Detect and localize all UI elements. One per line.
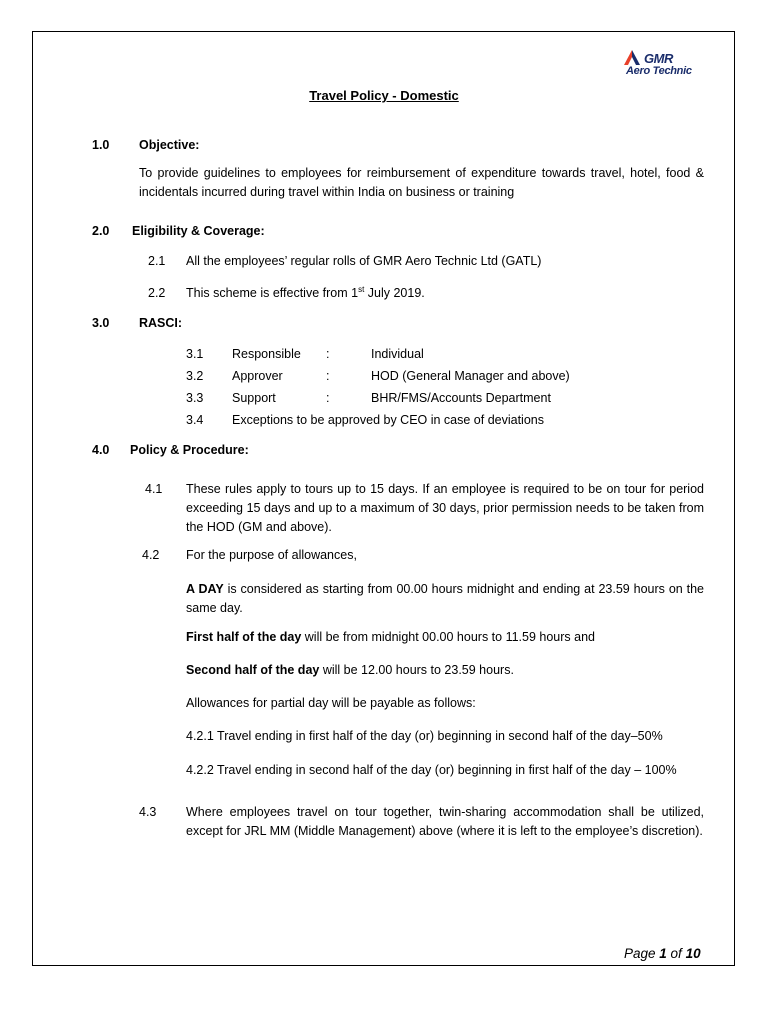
section-2-heading: Eligibility & Coverage: [132, 224, 265, 238]
rasci-row-sep: : [326, 369, 330, 383]
rasci-row-sep: : [326, 347, 330, 361]
item-4-1-number: 4.1 [145, 482, 163, 496]
rasci-row-num: 3.3 [186, 391, 204, 405]
logo-brand: GMR [644, 51, 673, 66]
item-4-2-number: 4.2 [142, 548, 160, 562]
rasci-row-role: Support [232, 391, 276, 405]
rule-4-2-2: 4.2.2 Travel ending in second half of the day (or) beginning in first half of the day – 100% [186, 763, 677, 777]
section-2-number: 2.0 [92, 224, 110, 238]
section-3-heading: RASCI: [139, 316, 183, 330]
page-number: Page 1 of 10 [624, 946, 701, 961]
rasci-row-value: Individual [371, 347, 424, 361]
document-title: Travel Policy - Domestic [309, 88, 459, 103]
rasci-row-role: Responsible [232, 347, 301, 361]
rasci-row-role: Approver [232, 369, 283, 383]
first-half-definition: First half of the day will be from midnight 00.00 hours to 11.59 hours and [186, 630, 595, 644]
rasci-row-num: 3.2 [186, 369, 204, 383]
rasci-row-value: BHR/FMS/Accounts Department [371, 391, 551, 405]
gmr-triangle-icon [624, 50, 644, 66]
section-4-number: 4.0 [92, 443, 110, 457]
item-4-3-text: Where employees travel on tour together, twin-sharing accommodation shall be utilized, except for JRL MM (Middle Management) above (where it is left to the employee’s discretion). [186, 805, 704, 838]
item-4-1-text: These rules apply to tours up to 15 days. If an employee is required to be on tour for period exceeding 15 days and up to a maximum of 30 days, prior permission needs to be taken from the HOD (GM and above). [186, 482, 704, 534]
rasci-row-value: HOD (General Manager and above) [371, 369, 570, 383]
section-1-number: 1.0 [92, 138, 110, 152]
item-2-1-text: All the employees’ regular rolls of GMR Aero Technic Ltd (GATL) [186, 254, 542, 268]
item-2-2-number: 2.2 [148, 286, 166, 300]
company-logo [624, 50, 694, 82]
section-1-heading: Objective: [139, 138, 200, 152]
section-4-heading: Policy & Procedure: [130, 443, 249, 457]
item-2-1-number: 2.1 [148, 254, 166, 268]
item-2-2-text: This scheme is effective from 1st July 2019. [186, 284, 425, 300]
item-3-4-text: Exceptions to be approved by CEO in case of deviations [232, 413, 544, 427]
item-4-3-number: 4.3 [139, 805, 157, 819]
rasci-row-num: 3.1 [186, 347, 204, 361]
partial-day-text: Allowances for partial day will be payable as follows: [186, 696, 476, 710]
section-1-body: To provide guidelines to employees for reimbursement of expenditure towards travel, hotel, food & incidentals incurred during travel within India on business or training [139, 166, 704, 199]
rasci-row-sep: : [326, 391, 330, 405]
item-3-4-number: 3.4 [186, 413, 204, 427]
logo-tagline: Aero Technic [626, 65, 692, 77]
second-half-definition: Second half of the day will be 12.00 hours to 23.59 hours. [186, 663, 514, 677]
rule-4-2-1: 4.2.1 Travel ending in first half of the day (or) beginning in second half of the day–50% [186, 729, 663, 743]
day-definition: A DAY is considered as starting from 00.00 hours midnight and ending at 23.59 hours on the same day. [186, 582, 704, 615]
item-4-2-text: For the purpose of allowances, [186, 548, 357, 562]
section-3-number: 3.0 [92, 316, 110, 330]
